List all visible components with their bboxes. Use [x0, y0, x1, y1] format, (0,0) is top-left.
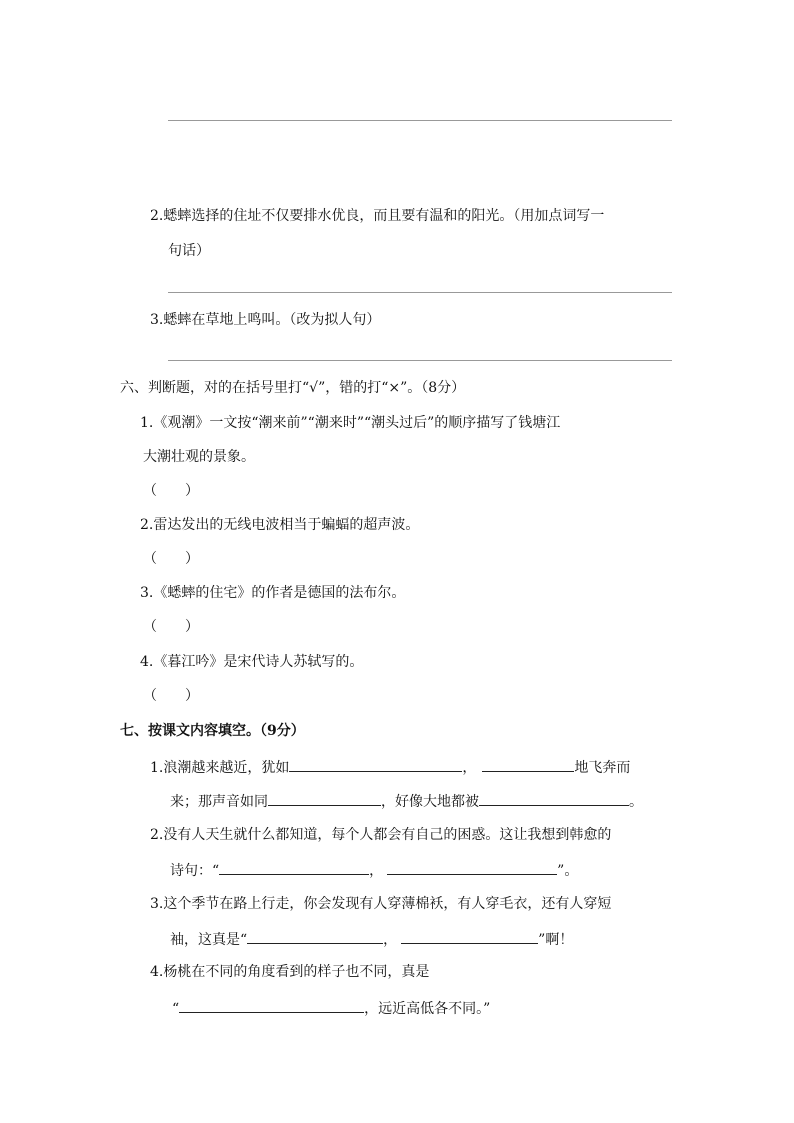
question-6-3: 3.《蟋蟀的住宅》的作者是德国的法布尔。 — [140, 585, 406, 601]
question-7-1-line1 — [150, 756, 630, 778]
question-text: ”。 — [557, 863, 579, 879]
answer-line — [168, 120, 672, 121]
answer-parentheses: （ ） — [143, 688, 199, 704]
question-7-4-line2 — [172, 997, 490, 1019]
fill-blank[interactable] — [289, 756, 462, 772]
question-text: 袖，这真是“ — [170, 932, 248, 948]
fill-blank[interactable] — [268, 790, 381, 806]
question-6-4: 4.《暮江吟》是宋代诗人苏轼写的。 — [140, 654, 364, 670]
question-6-1-line1: 1.《观潮》一文按“潮来前”“潮来时”“潮头过后”的顺序描写了钱塘江 — [140, 415, 561, 431]
question-text: ”啊！ — [538, 932, 574, 948]
question-5-2-line2: 句话） — [168, 243, 210, 259]
section-7-header: 七、按课文内容填空。（9分） — [120, 723, 305, 739]
question-5-2-line1: 2.蟋蟀选择的住址不仅要排水优良，而且要有温和的阳光。（用加点词写一 — [150, 208, 605, 224]
question-5-3: 3.蟋蟀在草地上鸣叫。（改为拟人句） — [150, 312, 381, 328]
fill-blank[interactable] — [482, 756, 574, 772]
fill-blank[interactable] — [219, 859, 369, 875]
answer-line — [168, 292, 672, 293]
answer-parentheses: （ ） — [143, 483, 199, 499]
question-7-2-line1: 2.没有人天生就什么都知道，每个人都会有自己的困惑。这让我想到韩愈的 — [150, 827, 612, 843]
question-text: 诗句：“ — [170, 863, 220, 879]
question-7-3-line2 — [170, 928, 573, 950]
question-text: ， — [462, 760, 477, 776]
fill-blank[interactable] — [387, 859, 557, 875]
answer-line — [168, 360, 672, 361]
question-text: ， — [369, 863, 384, 879]
question-text: ，远近高低各不同。” — [364, 1001, 491, 1017]
question-text: 。 — [629, 794, 643, 810]
question-text: 1.浪潮越来越近，犹如 — [150, 760, 290, 776]
question-text: ， — [383, 932, 398, 948]
fill-blank[interactable] — [401, 928, 538, 944]
question-text: “ — [172, 1001, 180, 1017]
question-6-1-line2: 大潮壮观的景象。 — [143, 449, 255, 465]
question-7-1-line2 — [170, 790, 643, 812]
question-7-3-line1: 3.这个季节在路上行走，你会发现有人穿薄棉袄，有人穿毛衣，还有人穿短 — [150, 896, 612, 912]
answer-parentheses: （ ） — [143, 551, 199, 567]
fill-blank[interactable] — [479, 790, 629, 806]
question-7-2-line2 — [170, 859, 578, 881]
question-text: 地飞奔而 — [574, 760, 631, 776]
section-6-header: 六、判断题，对的在括号里打“√”，错的打“×”。（8分） — [120, 380, 466, 396]
question-7-4-line1: 4.杨桃在不同的角度看到的样子也不同，真是 — [150, 964, 430, 980]
question-text: ，好像大地都被 — [381, 794, 479, 810]
answer-parentheses: （ ） — [143, 619, 199, 635]
fill-blank[interactable] — [247, 928, 383, 944]
question-text: 来；那声音如同 — [170, 794, 268, 810]
question-6-2: 2.雷达发出的无线电波相当于蝙蝠的超声波。 — [140, 517, 420, 533]
fill-blank[interactable] — [179, 997, 364, 1013]
